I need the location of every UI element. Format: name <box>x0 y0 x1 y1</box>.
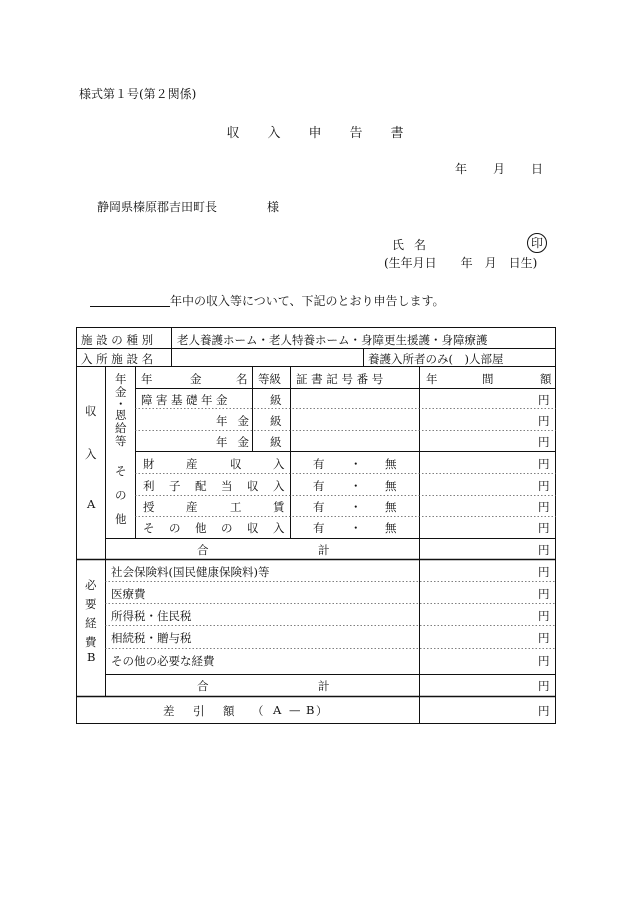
pension-row-name: 年金 <box>216 414 259 428</box>
date-day-label: 日 <box>531 162 544 176</box>
other-row-name-char: 入 <box>273 479 285 493</box>
expense-total-char: 合 <box>197 679 209 693</box>
col-annual-char: 年 <box>426 372 438 386</box>
diff-label-char: 額 <box>223 704 235 718</box>
other-row-none[interactable]: 無 <box>385 500 397 514</box>
other-row-name-char: の <box>169 521 181 535</box>
addressee-suffix: 様 <box>267 200 280 214</box>
date-month-label: 月 <box>493 162 506 176</box>
diff-yen: 円 <box>538 704 550 718</box>
other-row-name-char: 産 <box>186 457 198 471</box>
other-row-name-char: 財 <box>143 457 155 471</box>
addressee: 静岡県榛原郡吉田町長 <box>97 200 218 214</box>
other-row-has[interactable]: 有 <box>313 457 325 471</box>
other-row-none[interactable]: 無 <box>385 457 397 471</box>
pension-group-char: 給 <box>115 421 127 435</box>
col-pension-name-char: 名 <box>236 372 248 386</box>
expense-row-name: 医療費 <box>111 587 146 601</box>
other-row-name-char: 賃 <box>273 500 285 514</box>
other-row-name-char: 当 <box>221 479 233 493</box>
seal-mark: 印 <box>527 233 547 253</box>
pension-row-name: 障害基礎年金 <box>141 393 231 407</box>
other-row-name-char: 収 <box>247 479 259 493</box>
other-row-yen: 円 <box>538 479 550 493</box>
income-total-char: 合 <box>197 543 209 557</box>
other-row-name-char: 子 <box>169 479 181 493</box>
other-group-char: 他 <box>115 512 127 526</box>
col-pension-name-char: 金 <box>190 372 202 386</box>
expense-row-yen: 円 <box>538 654 550 668</box>
expense-total-char: 計 <box>318 679 330 693</box>
other-row-name-char: 授 <box>143 500 155 514</box>
expense-total-yen: 円 <box>538 679 550 693</box>
expense-label-char: B <box>87 650 96 664</box>
pension-row-grade: 級 <box>270 393 282 407</box>
facility-name-label: 入 所 施 設 名 <box>81 352 154 366</box>
other-row-none[interactable]: 無 <box>385 479 397 493</box>
pension-row-yen: 円 <box>538 414 550 428</box>
other-row-dot: ・ <box>350 457 362 471</box>
diff-label-char: ） <box>316 704 328 718</box>
other-row-dot: ・ <box>350 521 362 535</box>
pension-row-grade: 級 <box>270 414 282 428</box>
col-grade: 等級 <box>258 372 281 386</box>
expense-row-yen: 円 <box>538 587 550 601</box>
other-row-name-char: 他 <box>195 521 207 535</box>
other-row-name-char: 配 <box>195 479 207 493</box>
other-row-name-char: の <box>221 521 233 535</box>
other-row-yen: 円 <box>538 457 550 471</box>
income-total-yen: 円 <box>538 543 550 557</box>
other-row-has[interactable]: 有 <box>313 479 325 493</box>
other-row-name-char: 入 <box>273 457 285 471</box>
other-row-dot: ・ <box>350 479 362 493</box>
other-row-yen: 円 <box>538 521 550 535</box>
income-label-char: A <box>87 497 96 511</box>
other-row-name-char: そ <box>143 521 155 535</box>
expense-label-char: 必 <box>85 578 97 592</box>
name-label: 氏名 <box>392 238 437 252</box>
pension-row-yen: 円 <box>538 435 550 449</box>
other-group-char: の <box>115 488 127 502</box>
facility-type-value: 老人養護ホーム・老人特養ホーム・身障更生援護・身障療護 <box>177 333 488 347</box>
title-char: 書 <box>390 126 404 141</box>
pension-row-yen: 円 <box>538 393 550 407</box>
expense-row-yen: 円 <box>538 609 550 623</box>
other-row-name-char: 収 <box>230 457 242 471</box>
date-year-label: 年 <box>455 162 468 176</box>
facility-type-label: 施 設 の 種 別 <box>81 333 154 347</box>
birth-date-line: (生年月日 年 月 日生) <box>384 256 538 270</box>
pension-row-name: 年金 <box>216 435 259 449</box>
expense-label-char: 費 <box>85 635 97 649</box>
title-char: 入 <box>267 126 281 141</box>
other-row-yen: 円 <box>538 500 550 514</box>
income-total-char: 計 <box>318 543 330 557</box>
income-label-char: 収 <box>85 404 97 418</box>
pension-group-char: 年 <box>115 372 127 386</box>
col-cert: 証 書 記 号 番 号 <box>296 372 384 386</box>
expense-row-name: その他の必要な経費 <box>111 654 215 668</box>
title-char: 告 <box>349 126 363 141</box>
income-label-char: 入 <box>85 447 97 461</box>
expense-row-yen: 円 <box>538 565 550 579</box>
expense-row-name: 所得税・住民税 <box>111 609 192 623</box>
diff-label-char: A <box>273 703 282 717</box>
col-annual-char: 額 <box>540 372 552 386</box>
other-row-name-char: 工 <box>230 500 242 514</box>
pension-group-char: 等 <box>115 434 127 448</box>
diff-label-char: 引 <box>193 704 205 718</box>
other-group-char: そ <box>115 464 127 478</box>
title-char: 収 <box>226 126 240 141</box>
pension-group-char: ・ <box>115 397 127 411</box>
other-row-none[interactable]: 無 <box>385 521 397 535</box>
other-row-name-char: 入 <box>273 521 285 535</box>
diff-label-char: — <box>289 703 301 717</box>
declaration-text: 年中の収入等について、下記のとおり申告します。 <box>170 294 445 308</box>
other-row-name-char: 収 <box>247 521 259 535</box>
facility-name-field[interactable] <box>172 349 362 365</box>
pension-row-grade: 級 <box>270 435 282 449</box>
col-pension-name-char: 年 <box>141 372 153 386</box>
other-row-dot: ・ <box>350 500 362 514</box>
expense-row-name: 相続税・贈与税 <box>111 631 192 645</box>
other-row-has[interactable]: 有 <box>313 521 325 535</box>
pension-group-char: 金 <box>115 385 127 399</box>
other-row-name-char: 産 <box>186 500 198 514</box>
title-char: 申 <box>308 126 322 141</box>
pension-group-char: 恩 <box>115 408 127 422</box>
col-annual-char: 間 <box>482 372 494 386</box>
other-row-has[interactable]: 有 <box>313 500 325 514</box>
diff-label-char: B <box>306 703 315 717</box>
expense-label-char: 経 <box>85 616 97 630</box>
expense-row-name: 社会保険料(国民健康保険料)等 <box>111 565 270 579</box>
diff-label-char: （ <box>252 704 264 718</box>
form-number: 様式第１号(第２関係) <box>79 87 197 101</box>
expense-label-char: 要 <box>85 597 97 611</box>
diff-label-char: 差 <box>163 704 175 718</box>
expense-row-yen: 円 <box>538 631 550 645</box>
other-row-name-char: 利 <box>143 479 155 493</box>
room-note: 養護入所者のみ( )人部屋 <box>368 352 504 366</box>
